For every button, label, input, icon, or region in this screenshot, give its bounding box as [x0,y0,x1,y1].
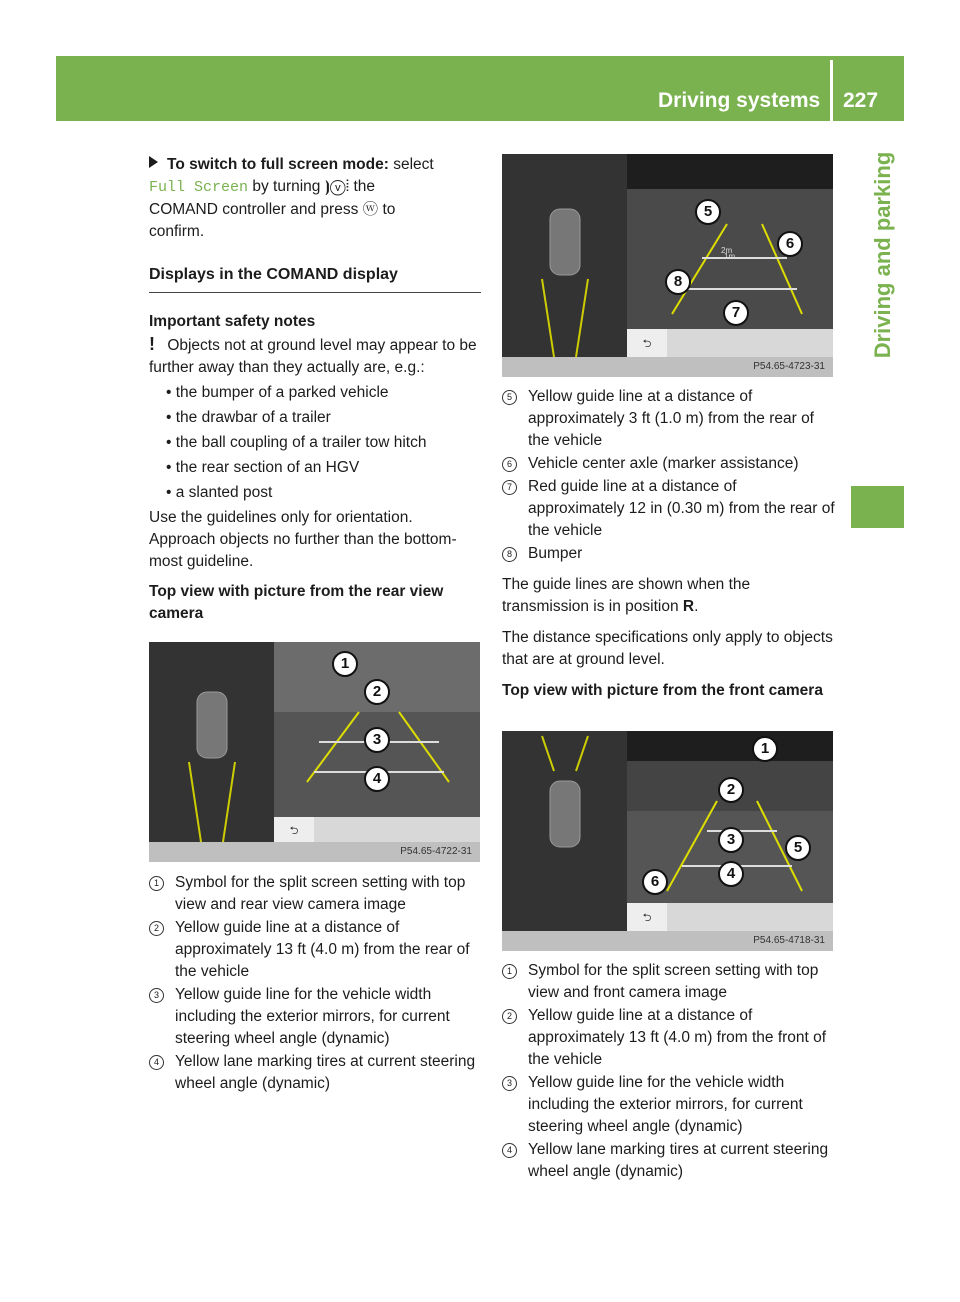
rear-camera-image [149,642,480,862]
callout-2: 2 [718,777,744,803]
callout-4: 4 [718,861,744,887]
front-view-title: Top view with picture from the front camera [502,682,823,699]
front-legend [502,959,836,1183]
side-tab-block [851,486,904,528]
list-item: • the bumper of a parked vehicle [166,384,389,401]
front-camera-image [502,731,833,951]
right-column [502,385,836,702]
safety-title: Important safety notes [149,313,316,330]
legend-item: 2 Yellow guide line at a distance of approximately 13 ft (4.0 m) from the front of the vehicle [502,1005,836,1071]
callout-1: 1 [332,651,358,677]
callout-5: 5 [785,835,811,861]
list-item: • the rear section of an HGV [166,459,360,476]
callout-6: 6 [777,231,803,257]
legend-item: 3 Yellow guide line for the vehicle width including the exterior mirrors, for current steering wheel angle (dynamic) [149,984,483,1050]
callout-3: 3 [718,827,744,853]
legend-item: 7 Red guide line at a distance of approximately 12 in (0.30 m) from the rear of the vehicle [502,476,836,542]
gear-note: The guide lines are shown when the transmission is in position R. [502,576,751,615]
rear-legend [149,871,483,1095]
left-column [149,154,481,625]
callout-4: 4 [364,766,390,792]
header-title: Driving systems [658,89,821,112]
advice-text: Use the guidelines only for orientation. Approach objects no further than the bottom-most guideline. [149,509,457,570]
side-tab-label: Driving and parking [870,151,895,359]
svg-text:⮌: ⮌ [642,338,652,350]
ground-note: The distance specifications only apply to objects that are at ground level. [502,629,833,668]
callout-3: 3 [364,727,390,753]
svg-text:⮌: ⮌ [642,912,652,924]
page-number: 227 [843,89,879,112]
legend-item: 1 Symbol for the split screen setting with top view and rear view camera image [149,872,483,916]
header-separator [830,60,833,121]
camera-view-graphic [149,642,480,842]
legend-item: 4 Yellow lane marking tires at current steering wheel angle (dynamic) [149,1051,483,1095]
instruction-step: To switch to full screen mode: select Full Screen by turning ⦘ⓥ⦙ the COMAND controller and press ⓦ to confirm. [149,156,434,240]
distance-mark-2m: 2m [721,246,733,255]
svg-text:⮌: ⮌ [289,825,299,837]
section-title: Displays in the COMAND display [149,264,481,293]
callout-6: 6 [642,869,668,895]
callout-2: 2 [364,679,390,705]
image-caption: P54.65-4723-31 [502,357,833,377]
legend-item: 3 Yellow guide line for the vehicle width including the exterior mirrors, for current steering wheel angle (dynamic) [502,1072,836,1138]
callout-8: 8 [665,269,691,295]
distance-mark-1m: 1m [724,252,736,261]
rear-camera-full-image [502,154,833,377]
legend-item: 4 Yellow lane marking tires at current steering wheel angle (dynamic) [502,1139,836,1183]
callout-1: 1 [752,736,778,762]
legend-item: 5 Yellow guide line at a distance of approximately 3 ft (1.0 m) from the rear of the vehicle [502,386,836,452]
legend-item: 6 Vehicle center axle (marker assistance) [502,453,836,475]
warning-text: ! Objects not at ground level may appear to be further away than they actually are, e.g.: [149,334,477,376]
list-item: • the drawbar of a trailer [166,409,331,426]
camera-view-graphic [502,731,833,931]
image-caption: P54.65-4722-31 [149,842,480,862]
warning-icon: ! [149,334,155,354]
image-caption: P54.65-4718-31 [502,931,833,951]
list-item: • a slanted post [166,484,273,501]
callout-7: 7 [723,300,749,326]
rear-view-title: Top view with picture from the rear view camera [149,583,444,622]
legend-item: 2 Yellow guide line at a distance of approximately 13 ft (4.0 m) from the rear of the vehicle [149,917,483,983]
legend-item: 1 Symbol for the split screen setting with top view and front camera image [502,960,836,1004]
controller-turn-icon: ⦘ⓥ⦙ [324,178,350,195]
side-tab [836,121,904,485]
arrow-right-icon [149,156,158,168]
menu-option-full-screen: Full Screen [149,179,249,196]
callout-5: 5 [695,199,721,225]
list-item: • the ball coupling of a trailer tow hitch [166,434,427,451]
legend-item: 8 Bumper [502,543,836,565]
controller-press-icon: ⓦ [362,201,379,218]
